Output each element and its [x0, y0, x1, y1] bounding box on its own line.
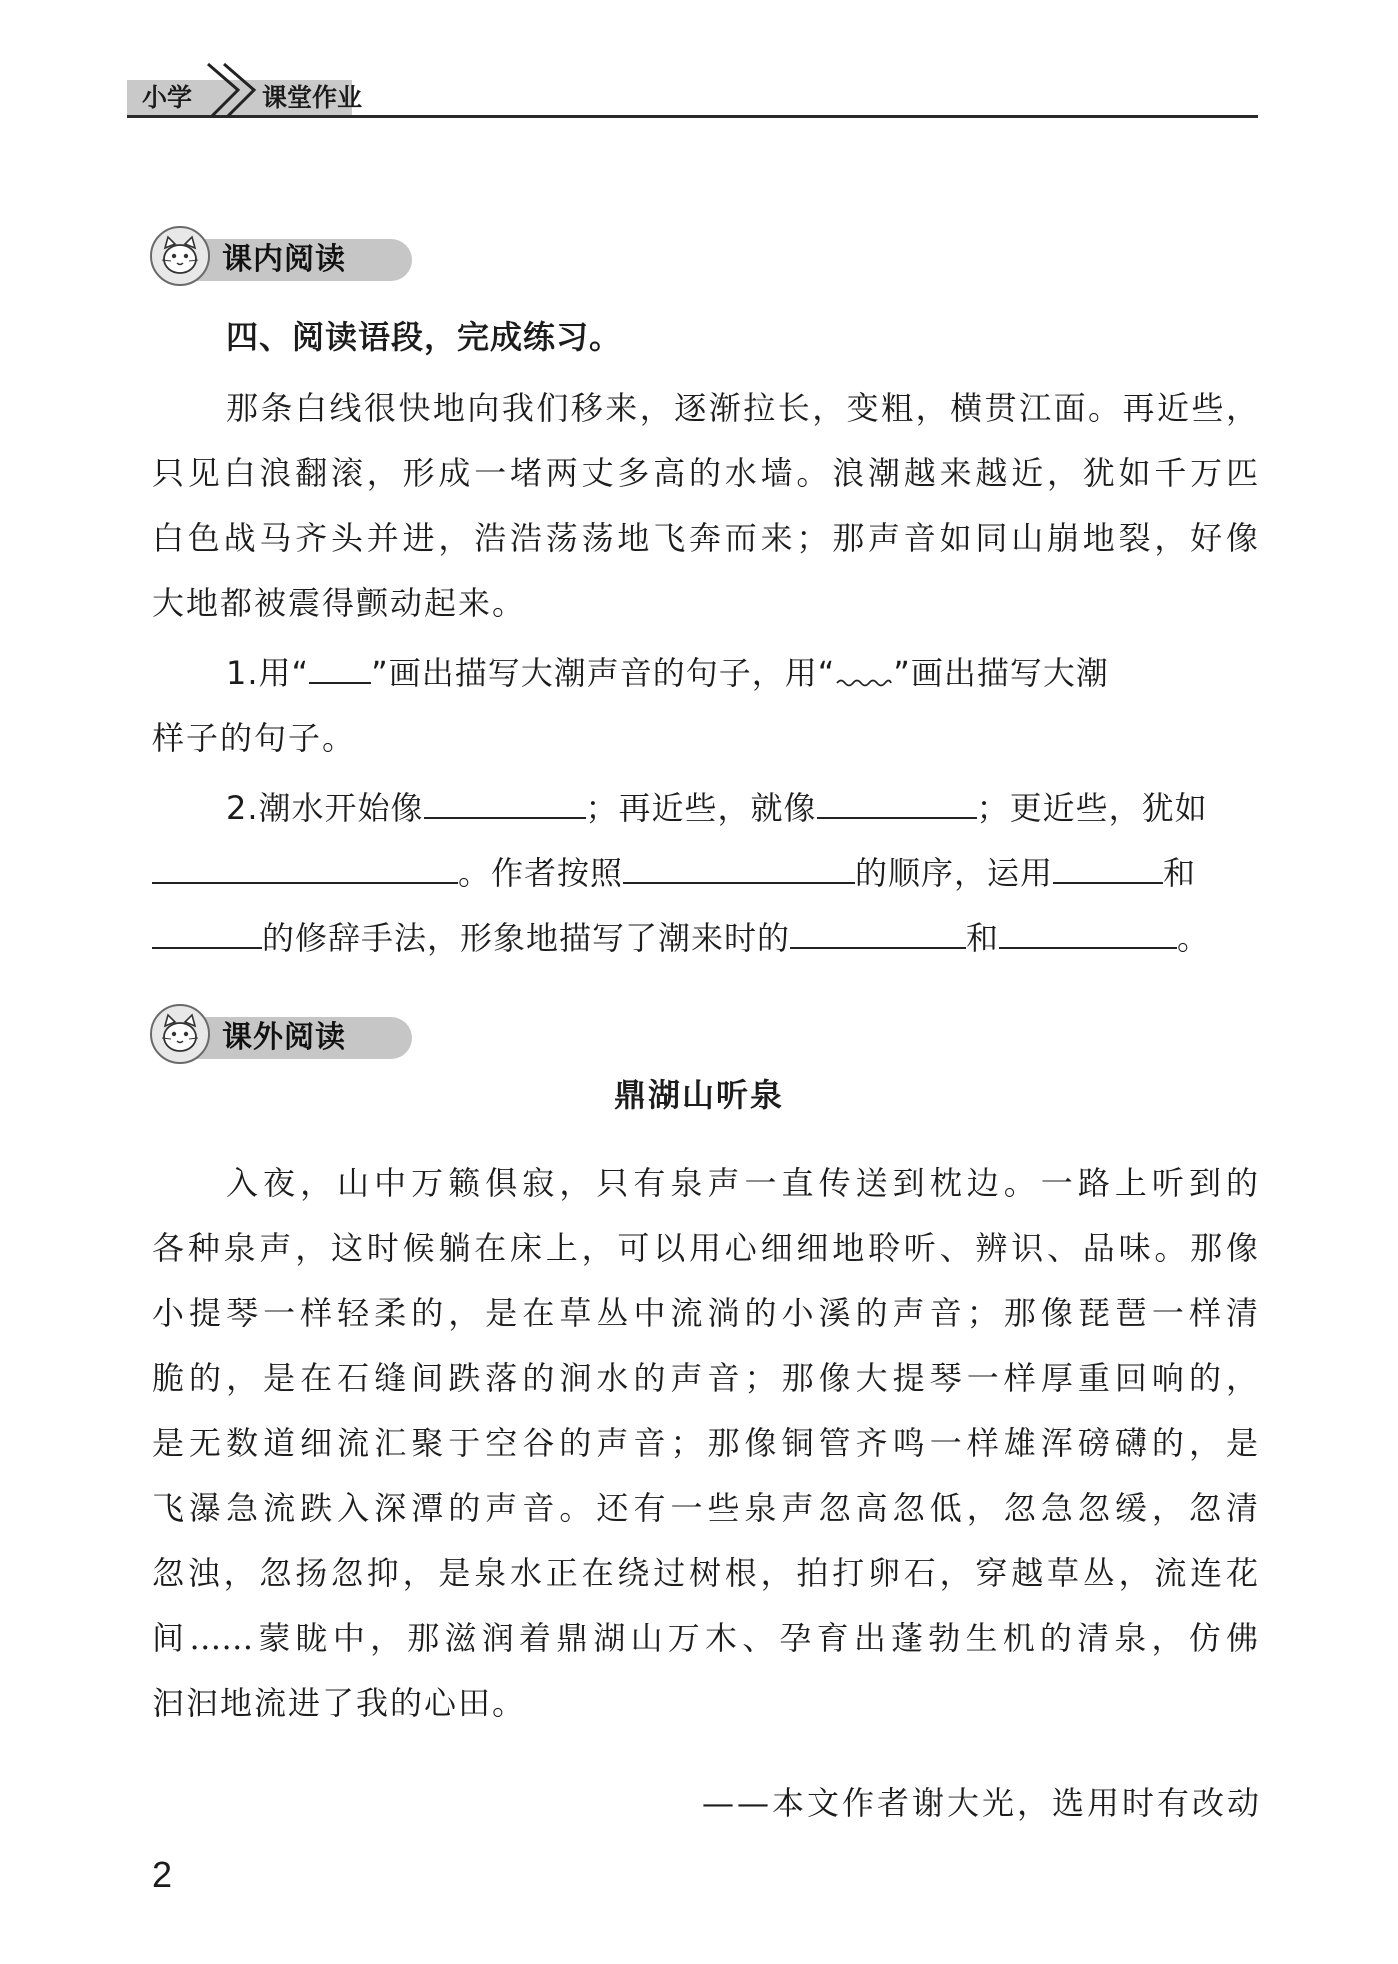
question-title: 四、阅读语段，完成练习。: [226, 318, 623, 356]
question-1-text: ”画出描写大潮: [893, 654, 1109, 692]
question-2-line1: [226, 783, 1258, 833]
question-2-line2: [152, 848, 1258, 898]
answer-blank[interactable]: [1053, 848, 1163, 884]
question-1: [226, 648, 1258, 698]
question-2-text: 。: [1177, 919, 1211, 957]
passage-line: 脆的，是在石缝间跌落的涧水的声音；那像大提琴一样厚重回响的，: [152, 1359, 1258, 1397]
question-2-text: 。作者按照: [458, 854, 624, 892]
straight-underline-sample: [309, 648, 371, 684]
answer-blank[interactable]: [623, 848, 855, 884]
passage-line: 汩汩地流进了我的心田。: [152, 1684, 527, 1722]
wavy-underline-sample: [835, 650, 893, 684]
page-number: 2: [152, 1854, 173, 1895]
question-2-text: 的修辞手法，形象地描写了潮来时的: [262, 919, 791, 957]
passage-line: 只见白浪翻滚，形成一堵两丈多高的水墙。浪潮越来越近，犹如千万匹: [152, 454, 1258, 492]
cat-mascot-icon: [150, 226, 210, 286]
question-1-text: 1.用“: [226, 654, 310, 692]
question-2-text: ；更近些，犹如: [976, 789, 1208, 827]
section-tab-label: 课内阅读: [222, 242, 346, 277]
answer-blank[interactable]: [999, 913, 1177, 949]
passage-line: 飞瀑急流跌入深潭的声音。还有一些泉声忽高忽低，忽急忽缓，忽清: [152, 1489, 1258, 1527]
question-1-text: ”画出描写大潮声音的句子，用“: [371, 654, 836, 692]
answer-blank[interactable]: [817, 783, 977, 819]
passage-line: 入夜，山中万籁俱寂，只有泉声一直传送到枕边。一路上听到的: [226, 1164, 1258, 1202]
passage-line: 那条白线很快地向我们移来，逐渐拉长，变粗，横贯江面。再近些，: [226, 389, 1258, 427]
answer-blank[interactable]: [152, 913, 262, 949]
section-tab-in-class: [150, 226, 412, 290]
section-tab-label: 课外阅读: [222, 1020, 346, 1055]
passage-line: 忽浊，忽扬忽抑，是泉水正在绕过树根，拍打卵石，穿越草丛，流连花: [152, 1554, 1258, 1592]
passage-line: 是无数道细流汇聚于空谷的声音；那像铜管齐鸣一样雄浑磅礴的，是: [152, 1424, 1258, 1462]
cat-mascot-icon: [150, 1004, 210, 1064]
question-2-text: 的顺序，运用: [855, 854, 1054, 892]
passage-line: 各种泉声，这时候躺在床上，可以用心细细地聆听、辨识、品味。那像: [152, 1229, 1258, 1267]
question-2-text: 和: [1163, 854, 1197, 892]
passage-title: 鼎湖山听泉: [613, 1076, 784, 1114]
header-rule: [127, 115, 1258, 118]
question-2-text: 2.潮水开始像: [226, 789, 424, 827]
question-2-line3: [152, 913, 1258, 963]
answer-blank[interactable]: [424, 783, 586, 819]
question-2-text: 和: [966, 919, 1000, 957]
question-1-line2: 样子的句子。: [152, 719, 357, 757]
author-credit: ——本文作者谢大光，选用时有改动: [701, 1784, 1262, 1822]
question-2-text: ；再近些，就像: [585, 789, 817, 827]
section-tab-extracurricular: [150, 1004, 412, 1068]
header-series: 课堂作业: [262, 83, 363, 112]
passage-line: 白色战马齐头并进，浩浩荡荡地飞奔而来；那声音如同山崩地裂，好像: [152, 519, 1258, 557]
passage-line: 大地都被震得颤动起来。: [152, 584, 527, 622]
passage-line: 间……蒙眬中，那滋润着鼎湖山万木、孕育出蓬勃生机的清泉，仿佛: [152, 1619, 1258, 1657]
passage-line: 小提琴一样轻柔的，是在草丛中流淌的小溪的声音；那像琵琶一样清: [152, 1294, 1258, 1332]
header-level: 小学: [142, 83, 193, 112]
answer-blank[interactable]: [152, 848, 458, 884]
answer-blank[interactable]: [790, 913, 966, 949]
